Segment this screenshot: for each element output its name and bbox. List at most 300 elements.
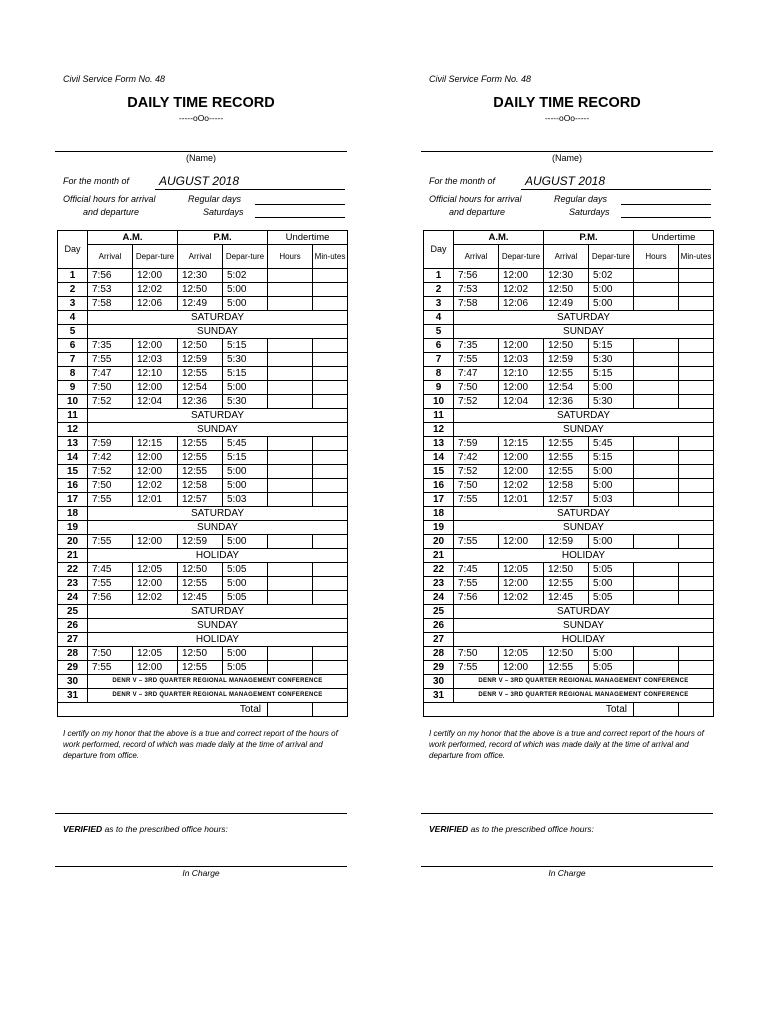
month-label: For the month of <box>63 176 130 186</box>
month-value: AUGUST 2018 <box>155 174 345 190</box>
table-row <box>58 591 348 605</box>
undertime-hours <box>634 297 679 311</box>
undertime-hours <box>268 451 313 465</box>
undertime-minutes <box>679 367 714 381</box>
am-arrival: 7:42 <box>88 451 133 465</box>
pm-departure-header: Depar-ture <box>223 245 268 269</box>
pm-departure: 5:00 <box>223 297 268 311</box>
am-departure: 12:00 <box>499 661 544 675</box>
day-number: 18 <box>58 507 88 521</box>
table-row <box>58 633 348 647</box>
undertime-minutes <box>679 283 714 297</box>
am-departure: 12:01 <box>499 493 544 507</box>
dtr-form-left <box>55 0 347 1024</box>
undertime-minutes <box>313 367 348 381</box>
am-departure: 12:05 <box>133 647 178 661</box>
table-row <box>58 269 348 283</box>
day-number: 10 <box>424 395 454 409</box>
table-row <box>58 353 348 367</box>
undertime-minutes <box>313 353 348 367</box>
official-hours-label: Official hours for arrival <box>429 194 522 204</box>
day-number: 17 <box>58 493 88 507</box>
table-row <box>58 549 348 563</box>
saturdays-line <box>255 217 345 218</box>
day-status: SUNDAY <box>454 619 714 633</box>
table-row <box>58 577 348 591</box>
pm-header: P.M. <box>544 231 634 245</box>
am-arrival: 7:56 <box>88 591 133 605</box>
day-number: 6 <box>424 339 454 353</box>
pm-arrival: 12:55 <box>544 451 589 465</box>
day-number: 8 <box>424 367 454 381</box>
pm-arrival: 12:55 <box>178 451 223 465</box>
undertime-minutes <box>679 493 714 507</box>
pm-departure: 5:30 <box>589 395 634 409</box>
undertime-hours <box>634 563 679 577</box>
pm-departure: 5:00 <box>589 479 634 493</box>
pm-departure: 5:15 <box>223 339 268 353</box>
undertime-hours-header: Hours <box>268 245 313 269</box>
undertime-minutes <box>313 591 348 605</box>
day-number: 27 <box>58 633 88 647</box>
month-label: For the month of <box>429 176 496 186</box>
total-minutes <box>313 703 348 717</box>
day-number: 8 <box>58 367 88 381</box>
table-row <box>424 395 714 409</box>
day-number: 20 <box>424 535 454 549</box>
day-number: 1 <box>58 269 88 283</box>
pm-arrival: 12:55 <box>544 465 589 479</box>
table-row <box>58 521 348 535</box>
am-departure: 12:15 <box>499 437 544 451</box>
day-number: 30 <box>58 675 88 689</box>
undertime-minutes <box>679 577 714 591</box>
pm-arrival: 12:55 <box>544 577 589 591</box>
pm-departure: 5:00 <box>589 535 634 549</box>
am-departure-header: Depar-ture <box>133 245 178 269</box>
undertime-hours <box>268 395 313 409</box>
table-row <box>424 493 714 507</box>
day-number: 9 <box>58 381 88 395</box>
day-number: 13 <box>424 437 454 451</box>
undertime-hours <box>634 661 679 675</box>
certification-text: I certify on my honor that the above is a true and correct report of the hours of work performed, record of which was made daily at the time of arrival and departure from office. <box>429 729 704 760</box>
pm-arrival: 12:58 <box>178 479 223 493</box>
pm-arrival: 12:54 <box>178 381 223 395</box>
day-number: 26 <box>424 619 454 633</box>
am-arrival: 7:55 <box>454 661 499 675</box>
table-row <box>58 605 348 619</box>
am-arrival: 7:50 <box>88 381 133 395</box>
am-arrival: 7:47 <box>88 367 133 381</box>
conference-note: DENR V – 3RD QUARTER REGIONAL MANAGEMENT CONFERENCE <box>454 675 714 689</box>
undertime-minutes <box>313 535 348 549</box>
table-row <box>58 507 348 521</box>
undertime-hours <box>268 493 313 507</box>
am-arrival: 7:56 <box>454 591 499 605</box>
total-label: Total <box>58 703 268 717</box>
in-charge-label: In Charge <box>548 868 586 878</box>
pm-arrival: 12:45 <box>178 591 223 605</box>
am-departure: 12:05 <box>133 563 178 577</box>
pm-departure: 5:15 <box>223 451 268 465</box>
day-number: 4 <box>58 311 88 325</box>
pm-departure: 5:00 <box>223 647 268 661</box>
undertime-minutes <box>313 381 348 395</box>
am-arrival: 7:53 <box>454 283 499 297</box>
table-row <box>424 605 714 619</box>
pm-arrival: 12:49 <box>178 297 223 311</box>
undertime-hours <box>268 381 313 395</box>
day-number: 12 <box>58 423 88 437</box>
undertime-hours <box>634 367 679 381</box>
am-departure: 12:02 <box>133 591 178 605</box>
undertime-minutes <box>679 479 714 493</box>
pm-departure: 5:03 <box>223 493 268 507</box>
day-status: SATURDAY <box>88 409 348 423</box>
day-number: 6 <box>58 339 88 353</box>
pm-departure: 5:05 <box>589 661 634 675</box>
am-arrival: 7:58 <box>454 297 499 311</box>
pm-departure: 5:05 <box>589 563 634 577</box>
table-row <box>58 395 348 409</box>
undertime-minutes <box>313 437 348 451</box>
day-number: 3 <box>424 297 454 311</box>
undertime-minutes <box>313 269 348 283</box>
undertime-hours <box>268 647 313 661</box>
day-number: 21 <box>58 549 88 563</box>
table-row <box>58 325 348 339</box>
am-departure: 12:00 <box>499 381 544 395</box>
pm-departure: 5:00 <box>589 283 634 297</box>
undertime-minutes <box>313 297 348 311</box>
undertime-hours <box>634 479 679 493</box>
am-departure: 12:00 <box>133 535 178 549</box>
table-row <box>58 619 348 633</box>
undertime-hours <box>634 535 679 549</box>
undertime-minutes <box>679 661 714 675</box>
am-arrival: 7:56 <box>88 269 133 283</box>
am-departure: 12:04 <box>133 395 178 409</box>
am-departure: 12:00 <box>133 381 178 395</box>
day-number: 4 <box>424 311 454 325</box>
name-line <box>55 151 347 152</box>
verified-word: VERIFIED <box>429 824 469 834</box>
undertime-minutes-header: Min-utes <box>679 245 714 269</box>
regular-days-line <box>255 204 345 205</box>
day-number: 2 <box>58 283 88 297</box>
official-hours-label-2: and departure <box>83 207 140 217</box>
pm-departure: 5:15 <box>589 339 634 353</box>
undertime-minutes <box>313 479 348 493</box>
am-departure: 12:00 <box>133 451 178 465</box>
undertime-hours <box>634 465 679 479</box>
regular-days-label: Regular days <box>554 194 608 204</box>
day-number: 7 <box>58 353 88 367</box>
undertime-hours <box>634 381 679 395</box>
undertime-minutes <box>679 647 714 661</box>
am-arrival: 7:52 <box>454 395 499 409</box>
am-header: A.M. <box>454 231 544 245</box>
time-record-table <box>57 230 348 717</box>
table-row <box>424 633 714 647</box>
pm-arrival: 12:50 <box>178 339 223 353</box>
am-departure: 12:02 <box>133 479 178 493</box>
pm-arrival: 12:57 <box>544 493 589 507</box>
undertime-minutes <box>679 465 714 479</box>
day-number: 25 <box>424 605 454 619</box>
name-label: (Name) <box>185 153 216 163</box>
undertime-hours <box>268 535 313 549</box>
regular-days-label: Regular days <box>188 194 242 204</box>
pm-arrival: 12:57 <box>178 493 223 507</box>
undertime-hours <box>268 577 313 591</box>
am-departure: 12:03 <box>499 353 544 367</box>
undertime-hours <box>268 339 313 353</box>
table-row <box>58 661 348 675</box>
header-row <box>424 231 714 245</box>
am-departure: 12:00 <box>499 339 544 353</box>
am-departure: 12:05 <box>499 563 544 577</box>
table-row <box>58 465 348 479</box>
table-row <box>424 451 714 465</box>
pm-departure: 5:00 <box>589 465 634 479</box>
table-row <box>424 507 714 521</box>
am-departure: 12:01 <box>133 493 178 507</box>
day-status: SUNDAY <box>454 423 714 437</box>
pm-arrival: 12:30 <box>178 269 223 283</box>
undertime-hours <box>634 269 679 283</box>
undertime-minutes <box>313 451 348 465</box>
undertime-hours <box>268 297 313 311</box>
table-row <box>58 311 348 325</box>
day-status: SUNDAY <box>88 423 348 437</box>
undertime-minutes <box>313 283 348 297</box>
form-number: Civil Service Form No. 48 <box>63 74 166 84</box>
pm-departure: 5:15 <box>589 451 634 465</box>
total-row <box>58 703 348 717</box>
pm-arrival: 12:50 <box>544 339 589 353</box>
table-row <box>424 479 714 493</box>
pm-arrival: 12:55 <box>178 577 223 591</box>
table-row <box>424 675 714 689</box>
table-row <box>58 479 348 493</box>
table-row <box>424 591 714 605</box>
undertime-minutes <box>679 535 714 549</box>
am-departure: 12:06 <box>499 297 544 311</box>
day-number: 1 <box>424 269 454 283</box>
month-value: AUGUST 2018 <box>521 174 711 190</box>
day-number: 15 <box>424 465 454 479</box>
undertime-minutes <box>313 493 348 507</box>
table-row <box>424 353 714 367</box>
table-row <box>424 283 714 297</box>
day-number: 11 <box>58 409 88 423</box>
undertime-hours <box>634 451 679 465</box>
day-status: HOLIDAY <box>454 633 714 647</box>
am-arrival-header: Arrival <box>88 245 133 269</box>
in-charge-line <box>55 866 347 867</box>
am-departure: 12:00 <box>499 451 544 465</box>
day-number: 18 <box>424 507 454 521</box>
day-number: 14 <box>424 451 454 465</box>
undertime-minutes <box>679 381 714 395</box>
pm-arrival-header: Arrival <box>544 245 589 269</box>
am-departure: 12:02 <box>133 283 178 297</box>
am-arrival: 7:55 <box>454 493 499 507</box>
am-departure: 12:00 <box>499 577 544 591</box>
day-number: 29 <box>424 661 454 675</box>
pm-departure: 5:05 <box>223 591 268 605</box>
pm-arrival: 12:55 <box>544 437 589 451</box>
am-arrival: 7:50 <box>454 479 499 493</box>
pm-departure: 5:00 <box>589 297 634 311</box>
form-title: DAILY TIME RECORD <box>127 95 275 111</box>
am-arrival: 7:55 <box>88 353 133 367</box>
undertime-minutes <box>679 437 714 451</box>
am-departure: 12:10 <box>499 367 544 381</box>
conference-note: DENR V – 3RD QUARTER REGIONAL MANAGEMENT CONFERENCE <box>454 689 714 703</box>
pm-arrival: 12:55 <box>544 367 589 381</box>
undertime-hours <box>268 367 313 381</box>
table-row <box>424 619 714 633</box>
am-departure: 12:05 <box>499 647 544 661</box>
undertime-minutes <box>313 395 348 409</box>
undertime-hours <box>634 493 679 507</box>
pm-arrival: 12:55 <box>544 661 589 675</box>
table-row <box>424 549 714 563</box>
day-number: 16 <box>424 479 454 493</box>
day-number: 14 <box>58 451 88 465</box>
in-charge-line <box>421 866 713 867</box>
subheader-row <box>424 245 714 269</box>
table-row <box>424 577 714 591</box>
saturdays-label: Saturdays <box>569 207 610 217</box>
undertime-hours <box>634 283 679 297</box>
pm-departure: 5:45 <box>589 437 634 451</box>
day-number: 22 <box>58 563 88 577</box>
pm-departure: 5:00 <box>223 381 268 395</box>
pm-departure: 5:30 <box>223 353 268 367</box>
table-row <box>424 381 714 395</box>
am-arrival: 7:53 <box>88 283 133 297</box>
undertime-minutes <box>679 563 714 577</box>
day-status: SUNDAY <box>88 521 348 535</box>
am-arrival: 7:55 <box>88 661 133 675</box>
undertime-hours <box>268 479 313 493</box>
dtr-form-right <box>421 0 713 1024</box>
day-header: Day <box>424 231 454 269</box>
pm-arrival: 12:55 <box>178 367 223 381</box>
official-hours-label: Official hours for arrival <box>63 194 156 204</box>
pm-departure: 5:05 <box>223 563 268 577</box>
undertime-minutes <box>679 353 714 367</box>
day-number: 31 <box>424 689 454 703</box>
am-arrival: 7:35 <box>454 339 499 353</box>
table-row <box>424 521 714 535</box>
day-number: 28 <box>424 647 454 661</box>
day-number: 3 <box>58 297 88 311</box>
table-row <box>424 311 714 325</box>
day-number: 23 <box>58 577 88 591</box>
undertime-minutes <box>679 451 714 465</box>
am-arrival: 7:58 <box>88 297 133 311</box>
day-number: 7 <box>424 353 454 367</box>
day-number: 2 <box>424 283 454 297</box>
undertime-hours <box>268 661 313 675</box>
day-number: 26 <box>58 619 88 633</box>
day-number: 16 <box>58 479 88 493</box>
undertime-minutes <box>313 577 348 591</box>
pm-arrival: 12:36 <box>544 395 589 409</box>
day-number: 17 <box>424 493 454 507</box>
pm-arrival: 12:45 <box>544 591 589 605</box>
pm-departure: 5:00 <box>589 381 634 395</box>
saturdays-line <box>621 217 711 218</box>
undertime-minutes <box>313 339 348 353</box>
form-title: DAILY TIME RECORD <box>493 95 641 111</box>
am-arrival: 7:50 <box>454 647 499 661</box>
pm-arrival: 12:55 <box>178 437 223 451</box>
am-departure: 12:00 <box>499 269 544 283</box>
undertime-minutes <box>313 465 348 479</box>
day-status: SATURDAY <box>88 507 348 521</box>
pm-arrival: 12:55 <box>178 661 223 675</box>
undertime-hours <box>634 353 679 367</box>
day-status: SATURDAY <box>454 409 714 423</box>
day-status: SUNDAY <box>454 521 714 535</box>
conference-note: DENR V – 3RD QUARTER REGIONAL MANAGEMENT CONFERENCE <box>88 675 348 689</box>
am-arrival: 7:50 <box>454 381 499 395</box>
undertime-minutes <box>679 269 714 283</box>
undertime-minutes <box>313 661 348 675</box>
day-status: HOLIDAY <box>88 633 348 647</box>
day-number: 29 <box>58 661 88 675</box>
table-row <box>424 367 714 381</box>
table-row <box>58 451 348 465</box>
am-arrival: 7:55 <box>454 535 499 549</box>
undertime-hours-header: Hours <box>634 245 679 269</box>
day-status: SATURDAY <box>88 311 348 325</box>
verified-word: VERIFIED <box>63 824 103 834</box>
day-number: 27 <box>424 633 454 647</box>
undertime-hours <box>268 465 313 479</box>
undertime-hours <box>634 437 679 451</box>
am-departure: 12:06 <box>133 297 178 311</box>
undertime-minutes <box>313 647 348 661</box>
am-departure: 12:00 <box>133 661 178 675</box>
pm-departure: 5:00 <box>223 535 268 549</box>
pm-departure: 5:00 <box>223 577 268 591</box>
total-label: Total <box>424 703 634 717</box>
am-departure: 12:00 <box>133 465 178 479</box>
table-row <box>424 465 714 479</box>
undertime-hours <box>268 269 313 283</box>
pm-departure: 5:15 <box>589 367 634 381</box>
undertime-hours <box>268 437 313 451</box>
table-row <box>424 661 714 675</box>
undertime-hours <box>634 395 679 409</box>
name-label: (Name) <box>551 153 582 163</box>
pm-header: P.M. <box>178 231 268 245</box>
am-arrival: 7:56 <box>454 269 499 283</box>
day-number: 21 <box>424 549 454 563</box>
certification-text: I certify on my honor that the above is a true and correct report of the hours of work performed, record of which was made daily at the time of arrival and departure from office. <box>63 729 338 760</box>
pm-departure: 5:02 <box>223 269 268 283</box>
verified-text <box>63 824 228 834</box>
am-departure: 12:00 <box>499 465 544 479</box>
undertime-hours <box>634 591 679 605</box>
